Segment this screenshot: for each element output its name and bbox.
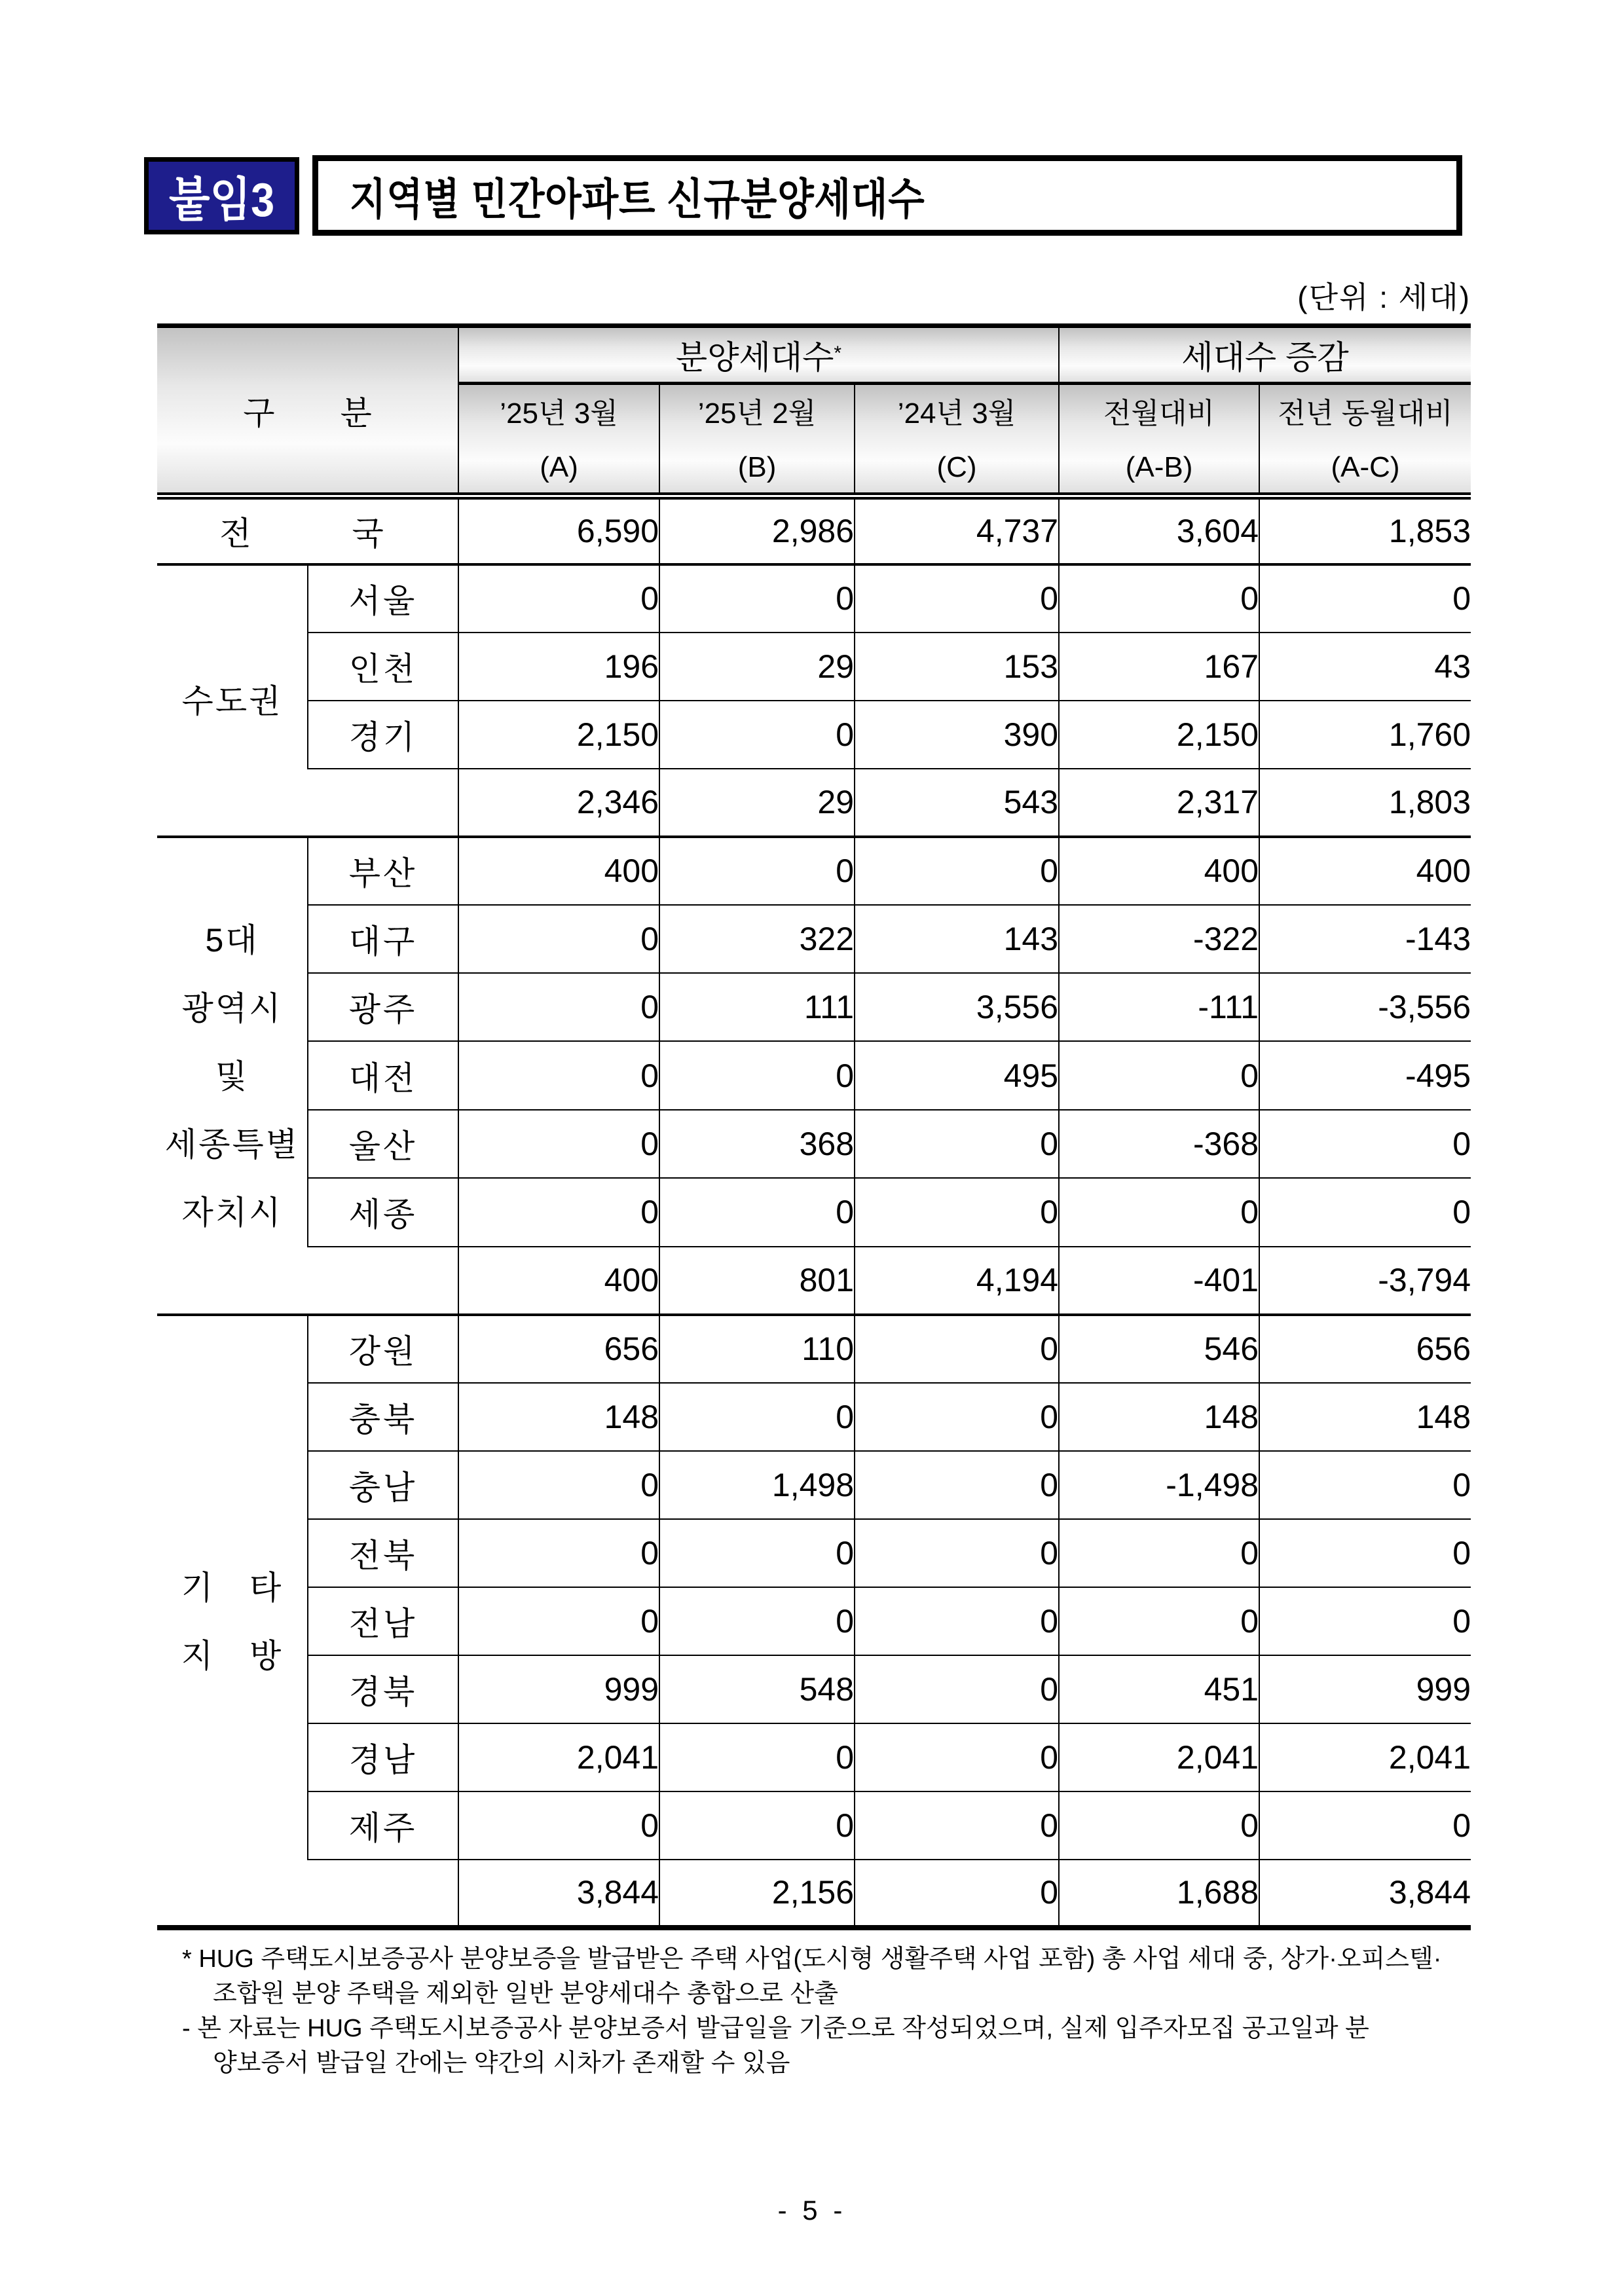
- value-cell: 0: [458, 905, 659, 973]
- value-cell: 999: [1259, 1655, 1471, 1723]
- value-cell: 368: [659, 1110, 855, 1178]
- value-cell: 546: [1059, 1315, 1259, 1383]
- table-row: [157, 973, 1471, 1041]
- table-row: [157, 633, 1471, 701]
- value-cell: 0: [659, 1587, 855, 1655]
- value-cell: 0: [458, 973, 659, 1041]
- value-cell: 0: [458, 1519, 659, 1587]
- table-row: [157, 1451, 1471, 1519]
- table-row: [157, 1723, 1471, 1791]
- page-title: 지역별 민간아파트 신규분양세대수: [349, 175, 925, 223]
- table-row: [157, 564, 1471, 633]
- value-cell: 2,150: [1059, 701, 1259, 769]
- value-cell: 0: [1059, 1178, 1259, 1246]
- group-label-line: 5대: [205, 921, 259, 959]
- subtotal-value-cell: 1,688: [1059, 1860, 1259, 1928]
- group-label-line: 기 타: [181, 1569, 284, 1606]
- table-row: [157, 1519, 1471, 1587]
- value-cell: 110: [659, 1315, 855, 1383]
- subtotal-value-cell: 2,317: [1059, 769, 1259, 837]
- subtotal-value-cell: 0: [855, 1860, 1059, 1928]
- value-cell: 0: [659, 701, 855, 769]
- table-row: [157, 1110, 1471, 1178]
- value-cell: 148: [1259, 1383, 1471, 1451]
- region-label: 광주: [308, 973, 458, 1041]
- group-label-spacer: [157, 599, 307, 667]
- value-cell: 0: [855, 1587, 1059, 1655]
- subtotal-value-cell: 801: [659, 1247, 855, 1315]
- value-cell: 999: [458, 1655, 659, 1723]
- subtotal-value-cell: 2,156: [659, 1860, 855, 1928]
- value-cell: 0: [1259, 1791, 1471, 1860]
- unit-note: (단위 : 세대): [1297, 280, 1471, 314]
- value-cell: 0: [1059, 1587, 1259, 1655]
- value-cell: 2,150: [458, 701, 659, 769]
- value-cell: -322: [1059, 905, 1259, 973]
- letter-label: (B): [737, 451, 777, 483]
- value-cell: 0: [458, 564, 659, 633]
- footnote-line: 양보증서 발급일 간에는 약간의 시차가 존재할 수 있음: [213, 2049, 790, 2077]
- subtotal-value-cell: 3,844: [458, 1860, 659, 1928]
- group-label-line: 세종특별: [164, 1126, 300, 1163]
- national-row: [157, 496, 1471, 564]
- header-col-ac: [1259, 384, 1471, 496]
- page-number: - 5 -: [777, 2195, 847, 2226]
- value-cell: 143: [855, 905, 1059, 973]
- group-label: [157, 1315, 308, 1860]
- value-cell: -368: [1059, 1110, 1259, 1178]
- value-cell: 0: [855, 1315, 1059, 1383]
- region-label: 세종: [308, 1178, 458, 1246]
- value-cell: 548: [659, 1655, 855, 1723]
- subtotal-value-cell: -3,794: [1259, 1247, 1471, 1315]
- region-label: 경남: [308, 1723, 458, 1791]
- value-cell: 0: [855, 1791, 1059, 1860]
- region-label: 전남: [308, 1587, 458, 1655]
- subtotal-value-cell: 400: [458, 1247, 659, 1315]
- subtotal-label-cell: [157, 1247, 458, 1315]
- subtotal-value-cell: 2,346: [458, 769, 659, 837]
- subtotal-row: [157, 1860, 1471, 1928]
- header-col-a: [458, 384, 659, 496]
- table-row: [157, 1383, 1471, 1451]
- value-cell: 0: [458, 1791, 659, 1860]
- footnote-line: 조합원 분양 주택을 제외한 일반 분양세대수 총합으로 산출: [213, 1980, 838, 2008]
- value-cell: 400: [458, 837, 659, 905]
- group-label: [157, 837, 308, 1247]
- value-cell: 0: [659, 564, 855, 633]
- footnotes: [182, 1942, 1498, 2081]
- value-cell: 0: [1059, 564, 1259, 633]
- group-label-line: 및: [215, 1057, 249, 1095]
- region-label: 울산: [308, 1110, 458, 1178]
- value-cell: -111: [1059, 973, 1259, 1041]
- group-label-spacer: [157, 1486, 307, 1554]
- value-cell: 0: [458, 1178, 659, 1246]
- group-label-line: 수도권: [181, 682, 283, 720]
- region-label: 경북: [308, 1655, 458, 1723]
- region-label: 충남: [308, 1451, 458, 1519]
- value-cell: 0: [1259, 1519, 1471, 1587]
- header-group-row: [157, 326, 1471, 384]
- header-group-supply: [458, 326, 1059, 384]
- subtotal-label-cell: [157, 1860, 458, 1928]
- region-label: 전북: [308, 1519, 458, 1587]
- subtotal-row: [157, 1247, 1471, 1315]
- value-cell: 0: [659, 1723, 855, 1791]
- value-cell: 0: [458, 1041, 659, 1109]
- national-label: 전 국: [157, 496, 458, 564]
- month-label: 전년 동월대비: [1278, 397, 1453, 430]
- group-label-line: 지 방: [181, 1637, 284, 1674]
- region-label: 인천: [308, 633, 458, 701]
- month-label: ’25년 3월: [500, 397, 618, 430]
- value-cell: 656: [1259, 1315, 1471, 1383]
- value-cell: 153: [855, 633, 1059, 701]
- value-cell: 390: [855, 701, 1059, 769]
- table-row: [157, 1178, 1471, 1246]
- letter-label: (A-B): [1125, 451, 1193, 483]
- group-label-line: 광역시: [181, 989, 283, 1027]
- value-cell: 0: [1259, 1178, 1471, 1246]
- value-cell: 0: [659, 1178, 855, 1246]
- value-cell: 0: [1059, 1791, 1259, 1860]
- value-cell: 0: [855, 1655, 1059, 1723]
- value-cell: 29: [659, 633, 855, 701]
- value-cell: 656: [458, 1315, 659, 1383]
- letter-label: (C): [936, 451, 977, 483]
- subtotal-value-cell: 543: [855, 769, 1059, 837]
- value-cell: 0: [659, 1383, 855, 1451]
- table-row: [157, 837, 1471, 905]
- value-cell: -1,498: [1059, 1451, 1259, 1519]
- value-cell: 451: [1059, 1655, 1259, 1723]
- value-cell: 0: [1059, 1519, 1259, 1587]
- region-label: 대전: [308, 1041, 458, 1109]
- value-cell: 0: [855, 1383, 1059, 1451]
- group-label-spacer: [157, 838, 307, 906]
- letter-label: (A): [540, 451, 578, 483]
- value-cell: 2,041: [458, 1723, 659, 1791]
- value-cell: 0: [855, 1178, 1059, 1246]
- subtotal-value-cell: 1,803: [1259, 769, 1471, 837]
- value-cell: 2,986: [659, 496, 855, 564]
- group-label: [157, 564, 308, 769]
- table-row: [157, 1315, 1471, 1383]
- value-cell: 0: [855, 1723, 1059, 1791]
- header-group-change: 세대수 증감: [1059, 326, 1471, 384]
- value-cell: 0: [659, 837, 855, 905]
- table-row: [157, 1791, 1471, 1860]
- region-label: 충북: [308, 1383, 458, 1451]
- region-label: 서울: [308, 564, 458, 633]
- value-cell: 0: [855, 1110, 1059, 1178]
- header-gubun: 구 분: [157, 326, 458, 496]
- region-label: 제주: [308, 1791, 458, 1860]
- value-cell: 1,853: [1259, 496, 1471, 564]
- month-label: ’25년 2월: [697, 397, 817, 430]
- month-label: 전월대비: [1103, 397, 1215, 430]
- header-col-c: [855, 384, 1059, 496]
- value-cell: 0: [855, 1519, 1059, 1587]
- subtotal-value-cell: -401: [1059, 1247, 1259, 1315]
- value-cell: 111: [659, 973, 855, 1041]
- value-cell: 0: [659, 1791, 855, 1860]
- value-cell: 400: [1059, 837, 1259, 905]
- region-label: 강원: [308, 1315, 458, 1383]
- value-cell: 0: [855, 564, 1059, 633]
- footnote-line: - 본 자료는 HUG 주택도시보증공사 분양보증서 발급일을 기준으로 작성되었으며, 실제 입주자모집 공고일과 분: [182, 2015, 1369, 2042]
- value-cell: 0: [458, 1110, 659, 1178]
- value-cell: 0: [458, 1451, 659, 1519]
- value-cell: 0: [855, 1451, 1059, 1519]
- subtotal-value-cell: 29: [659, 769, 855, 837]
- value-cell: 6,590: [458, 496, 659, 564]
- table-row: [157, 1655, 1471, 1723]
- value-cell: 0: [659, 1041, 855, 1109]
- value-cell: -495: [1259, 1041, 1471, 1109]
- value-cell: 0: [659, 1519, 855, 1587]
- value-cell: 3,604: [1059, 496, 1259, 564]
- attachment-badge: [144, 157, 299, 234]
- value-cell: 2,041: [1059, 1723, 1259, 1791]
- letter-label: (A-C): [1331, 451, 1400, 483]
- value-cell: 0: [1259, 1587, 1471, 1655]
- value-cell: 1,498: [659, 1451, 855, 1519]
- attachment-badge-label: 붙임3: [168, 174, 275, 227]
- value-cell: 148: [1059, 1383, 1259, 1451]
- value-cell: 4,737: [855, 496, 1059, 564]
- value-cell: -143: [1259, 905, 1471, 973]
- regional-supply-table: [157, 323, 1471, 1930]
- value-cell: 495: [855, 1041, 1059, 1109]
- value-cell: 3,556: [855, 973, 1059, 1041]
- value-cell: 43: [1259, 633, 1471, 701]
- header-col-b: [659, 384, 855, 496]
- value-cell: 196: [458, 633, 659, 701]
- subtotal-label-cell: [157, 769, 458, 837]
- value-cell: 167: [1059, 633, 1259, 701]
- table-row: [157, 701, 1471, 769]
- month-label: ’24년 3월: [897, 397, 1016, 430]
- subtotal-value-cell: 4,194: [855, 1247, 1059, 1315]
- value-cell: 0: [458, 1587, 659, 1655]
- region-label: 대구: [308, 905, 458, 973]
- table-row: [157, 1587, 1471, 1655]
- value-cell: 0: [1259, 564, 1471, 633]
- value-cell: 0: [855, 837, 1059, 905]
- title-box: [312, 155, 1462, 236]
- table-row: [157, 1041, 1471, 1109]
- value-cell: 0: [1259, 1110, 1471, 1178]
- asterisk-marker: *: [834, 342, 842, 364]
- region-label: 경기: [308, 701, 458, 769]
- footnote-line: * HUG 주택도시보증공사 분양보증을 발급받은 주택 사업(도시형 생활주택 사업 포함) 총 사업 세대 중, 상가·오피스텔·: [182, 1945, 1442, 1973]
- table-row: [157, 905, 1471, 973]
- region-label: 부산: [308, 837, 458, 905]
- value-cell: 1,760: [1259, 701, 1471, 769]
- value-cell: 2,041: [1259, 1723, 1471, 1791]
- header-group-supply-label: 분양세대수: [675, 339, 834, 376]
- subtotal-value-cell: 3,844: [1259, 1860, 1471, 1928]
- subtotal-row: [157, 769, 1471, 837]
- value-cell: 400: [1259, 837, 1471, 905]
- value-cell: 0: [1259, 1451, 1471, 1519]
- value-cell: 148: [458, 1383, 659, 1451]
- header-col-ab: [1059, 384, 1259, 496]
- value-cell: -3,556: [1259, 973, 1471, 1041]
- value-cell: 0: [1059, 1041, 1259, 1109]
- group-label-line: 자치시: [181, 1194, 283, 1231]
- value-cell: 322: [659, 905, 855, 973]
